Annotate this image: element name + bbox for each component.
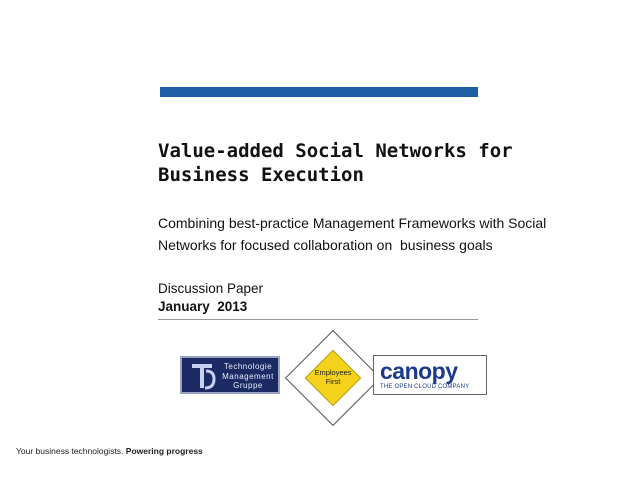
document-title [158,139,578,187]
footer-tagline-bold: Powering progress [125,446,203,456]
tmg-logo-text [222,362,274,391]
document-subtitle [158,212,588,256]
title-line-1: Value-added Social Networks for [158,140,513,162]
title-line-2: Business Execution [158,164,364,186]
sign-text [303,368,363,386]
tmg-emblem-icon [190,361,216,391]
subtitle-line-1: Combining best-practice Management Frameworks with Social [158,215,547,231]
employees-first-sign [285,330,381,426]
canopy-logo [373,355,487,395]
subtitle-line-2: Networks for focused collaboration on business goals [158,237,493,253]
accent-bar [160,87,478,97]
footer-tagline-regular: Your business technologists. [16,446,124,456]
tmg-line-2: Management [222,371,274,381]
document-type: Discussion Paper [158,281,264,296]
sign-line-1: Employees [314,368,352,377]
divider [158,319,478,320]
document-date: January 2013 [158,299,248,314]
footer-tagline [16,446,203,456]
sign-line-2: First [325,377,341,386]
tmg-line-1: Technologie [223,362,273,371]
canopy-wordmark: canopy [380,358,458,384]
tmg-logo [180,356,280,394]
canopy-tagline: THE OPEN CLOUD COMPANY [380,384,470,390]
tmg-line-3: Gruppe [233,381,263,390]
